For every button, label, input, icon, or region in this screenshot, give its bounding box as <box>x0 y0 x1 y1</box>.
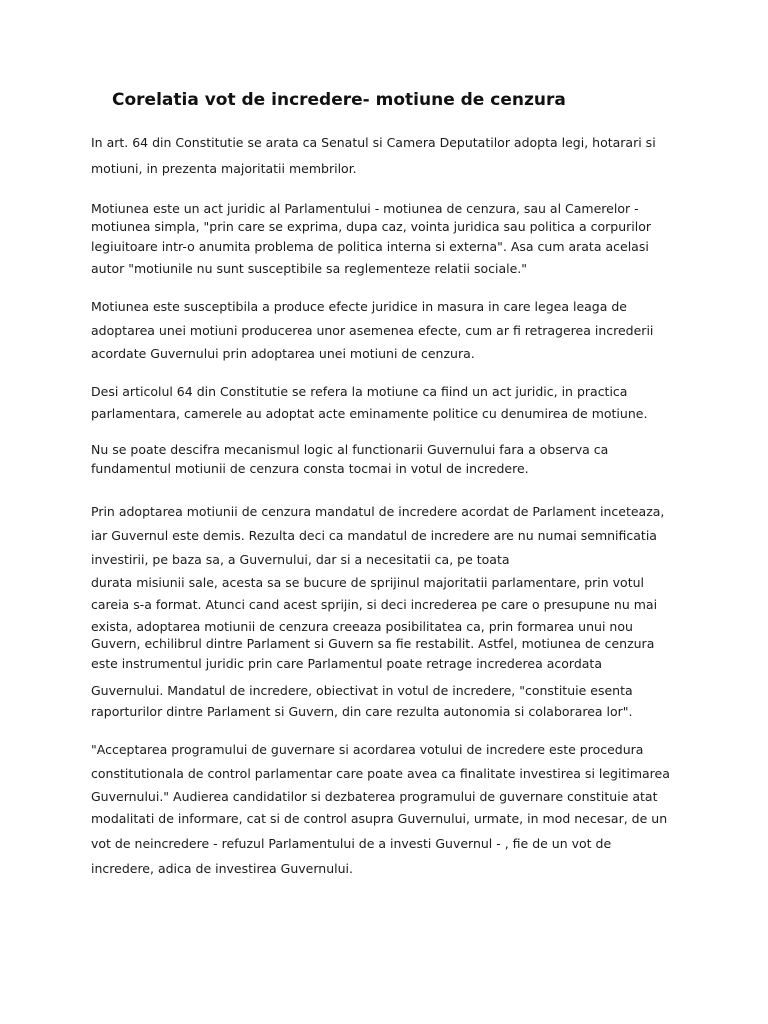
paragraph-7-line-1: "Acceptarea programului de guvernare si acordarea votului de incredere este procedura <box>91 742 644 757</box>
paragraph-6-line-5: careia s-a format. Atunci cand acest sprijin, si deci increderea pe care o presupune nu mai <box>91 597 658 612</box>
paragraph-6-line-6: exista, adoptarea motiunii de cenzura creeaza posibilitatea ca, prin formarea unui nou <box>91 619 633 634</box>
paragraph-7-line-6: incredere, adica de investirea Guvernului. <box>91 861 353 876</box>
document-title: Corelatia vot de incredere- motiune de cenzura <box>112 90 566 110</box>
paragraph-2-line-4: autor "motiunile nu sunt susceptibile sa reglementeze relatii sociale." <box>91 261 528 276</box>
paragraph-5-line-2: fundamentul motiunii de cenzura consta tocmai in votul de incredere. <box>91 461 529 476</box>
paragraph-5-line-1: Nu se poate descifra mecanismul logic al functionarii Guvernului fara a observa ca <box>91 442 609 457</box>
paragraph-6-line-3: investirii, pe baza sa, a Guvernului, dar si a necesitatii ca, pe toata <box>91 552 510 567</box>
paragraph-2-line-1: Motiunea este un act juridic al Parlamentului - motiunea de cenzura, sau al Camerelor - <box>91 201 639 216</box>
paragraph-7-line-4: modalitati de informare, cat si de control asupra Guvernului, urmate, in mod necesar, de un <box>91 811 668 826</box>
paragraph-3-line-1: Motiunea este susceptibila a produce efecte juridice in masura in care legea leaga de <box>91 299 627 314</box>
paragraph-2-line-3: legiuitoare intr-o anumita problema de politica interna si externa". Asa cum arata acelasi <box>91 239 649 254</box>
paragraph-6-line-7: Guvern, echilibrul dintre Parlament si Guvern sa fie restabilit. Astfel, motiunea de cenzura <box>91 636 655 651</box>
paragraph-1-line-1: In art. 64 din Constitutie se arata ca Senatul si Camera Deputatilor adopta legi, hotarari si <box>91 135 656 150</box>
paragraph-7-line-3: Guvernului." Audierea candidatilor si dezbaterea programului de guvernare constituie atat <box>91 789 658 804</box>
paragraph-4-line-1: Desi articolul 64 din Constitutie se refera la motiune ca fiind un act juridic, in practica <box>91 384 628 399</box>
paragraph-7-line-5: vot de neincredere - refuzul Parlamentului de a investi Guvernul - , fie de un vot de <box>91 836 612 851</box>
paragraph-6-line-10: raporturilor dintre Parlament si Guvern, din care rezulta autonomia si colaborarea lor". <box>91 704 633 719</box>
paragraph-3-line-2: adoptarea unei motiuni producerea unor asemenea efecte, cum ar fi retragerea increderii <box>91 323 654 338</box>
paragraph-6-line-8: este instrumentul juridic prin care Parlamentul poate retrage increderea acordata <box>91 656 602 671</box>
paragraph-1-line-2: motiuni, in prezenta majoritatii membrilor. <box>91 161 357 176</box>
paragraph-6-line-4: durata misiunii sale, acesta sa se bucure de sprijinul majoritatii parlamentare, prin votul <box>91 575 644 590</box>
paragraph-2-line-2: motiunea simpla, "prin care se exprima, dupa caz, vointa juridica sau politica a corpurilor <box>91 219 652 234</box>
paragraph-6-line-2: iar Guvernul este demis. Rezulta deci ca mandatul de incredere are nu numai semnificatia <box>91 528 657 543</box>
paragraph-3-line-3: acordate Guvernului prin adoptarea unei motiuni de cenzura. <box>91 346 475 361</box>
paragraph-6-line-1: Prin adoptarea motiunii de cenzura mandatul de incredere acordat de Parlament inceteaza, <box>91 504 665 519</box>
paragraph-7-line-2: constitutionala de control parlamentar care poate avea ca finalitate investirea si legitimarea <box>91 766 670 781</box>
paragraph-6-line-9: Guvernului. Mandatul de incredere, obiectivat in votul de incredere, "constituie esenta <box>91 683 633 698</box>
paragraph-4-line-2: parlamentara, camerele au adoptat acte eminamente politice cu denumirea de motiune. <box>91 406 648 421</box>
